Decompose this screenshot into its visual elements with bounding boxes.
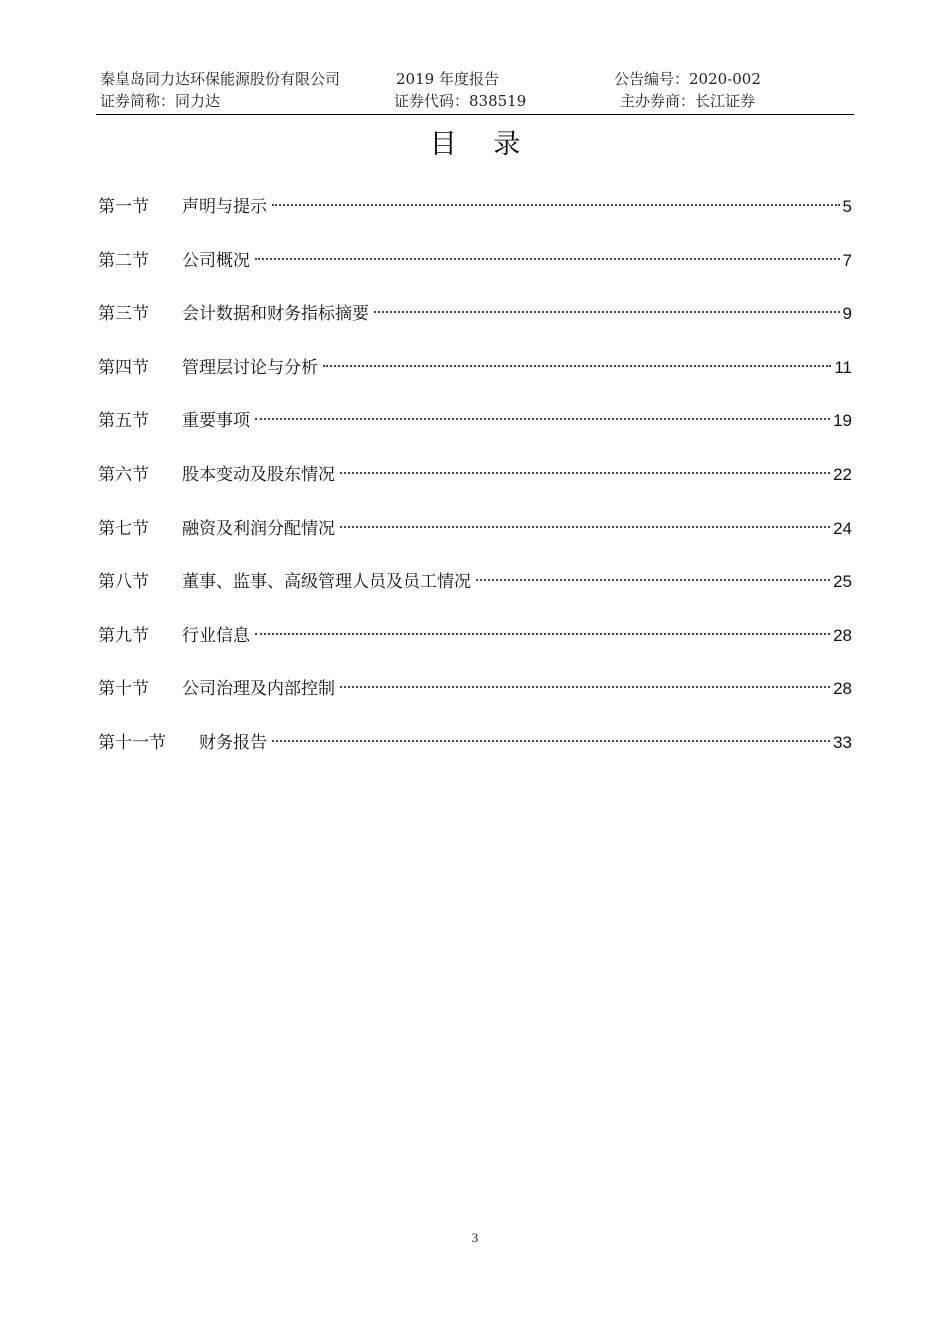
table-of-contents: [98, 192, 852, 782]
toc-dot-leader: [255, 633, 830, 635]
toc-dot-leader: [272, 204, 840, 206]
toc-section-title: 公司概况: [182, 250, 250, 271]
toc-dot-leader: [323, 365, 831, 367]
toc-section-label: 第七节: [98, 518, 149, 539]
toc-entry[interactable]: [98, 514, 852, 568]
toc-section-label: 第二节: [98, 250, 149, 271]
toc-section-title: 声明与提示: [182, 197, 267, 217]
security-code: 证券代码：838519: [394, 92, 527, 110]
toc-section-title: 股本变动及股东情况: [182, 464, 335, 485]
toc-entry[interactable]: [98, 192, 852, 246]
toc-dot-leader: [340, 526, 830, 528]
toc-entry[interactable]: [98, 246, 852, 300]
toc-section-title: 财务报告: [199, 732, 267, 753]
toc-section-label: 第一节: [98, 197, 149, 217]
header-row-1: [96, 68, 854, 90]
page-number: 3: [471, 1230, 479, 1245]
toc-section-label: 第四节: [98, 357, 149, 378]
toc-dot-leader: [340, 472, 830, 474]
toc-page-number: 33: [833, 732, 852, 752]
toc-section-title: 行业信息: [182, 625, 250, 646]
toc-entry[interactable]: [98, 406, 852, 460]
toc-entry[interactable]: [98, 353, 852, 407]
toc-section-title: 会计数据和财务指标摘要: [182, 304, 369, 325]
toc-entry[interactable]: [98, 674, 852, 728]
toc-section-title: 重要事项: [182, 411, 250, 432]
toc-entry[interactable]: [98, 460, 852, 514]
toc-entry[interactable]: [98, 567, 852, 621]
toc-page-number: 28: [833, 679, 852, 699]
toc-page-number: 11: [834, 357, 852, 377]
toc-dot-leader: [476, 579, 830, 581]
toc-page-number: 5: [842, 197, 852, 216]
toc-dot-leader: [255, 258, 840, 260]
toc-entry[interactable]: [98, 621, 852, 675]
toc-section-label: 第三节: [98, 304, 149, 325]
announcement-number: 公告编号：2020-002: [614, 70, 761, 88]
sponsor-broker: 主办券商：长江证券: [620, 92, 756, 110]
toc-page-number: 7: [842, 250, 852, 270]
toc-dot-leader: [340, 686, 830, 688]
toc-page-number: 28: [833, 625, 852, 645]
toc-dot-leader: [272, 740, 830, 742]
page-header: [96, 66, 854, 115]
toc-section-label: 第五节: [98, 411, 149, 432]
toc-title: 目 录: [429, 129, 535, 160]
toc-section-label: 第八节: [98, 572, 149, 593]
company-name: 秦皇岛同力达环保能源股份有限公司: [100, 70, 341, 88]
toc-section-label: 第十一节: [98, 732, 166, 753]
toc-page-number: 19: [833, 411, 852, 431]
header-row-2: [96, 90, 854, 112]
toc-section-title: 公司治理及内部控制: [182, 679, 335, 700]
toc-section-label: 第十节: [98, 679, 149, 700]
toc-dot-leader: [374, 311, 840, 313]
toc-page-number: 24: [833, 518, 852, 538]
toc-page-number: 25: [833, 572, 852, 592]
report-name: 2019 年度报告: [396, 70, 499, 88]
toc-entry[interactable]: [98, 299, 852, 353]
toc-section-label: 第九节: [98, 625, 149, 646]
toc-page-number: 22: [833, 464, 852, 484]
toc-section-title: 融资及利润分配情况: [182, 518, 335, 539]
toc-entry[interactable]: [98, 728, 852, 782]
toc-section-label: 第六节: [98, 464, 149, 485]
toc-section-title: 管理层讨论与分析: [182, 357, 318, 378]
toc-dot-leader: [255, 418, 830, 420]
toc-section-title: 董事、监事、高级管理人员及员工情况: [182, 572, 471, 593]
toc-page-number: 9: [842, 304, 852, 324]
security-short-name: 证券简称：同力达: [100, 92, 221, 110]
